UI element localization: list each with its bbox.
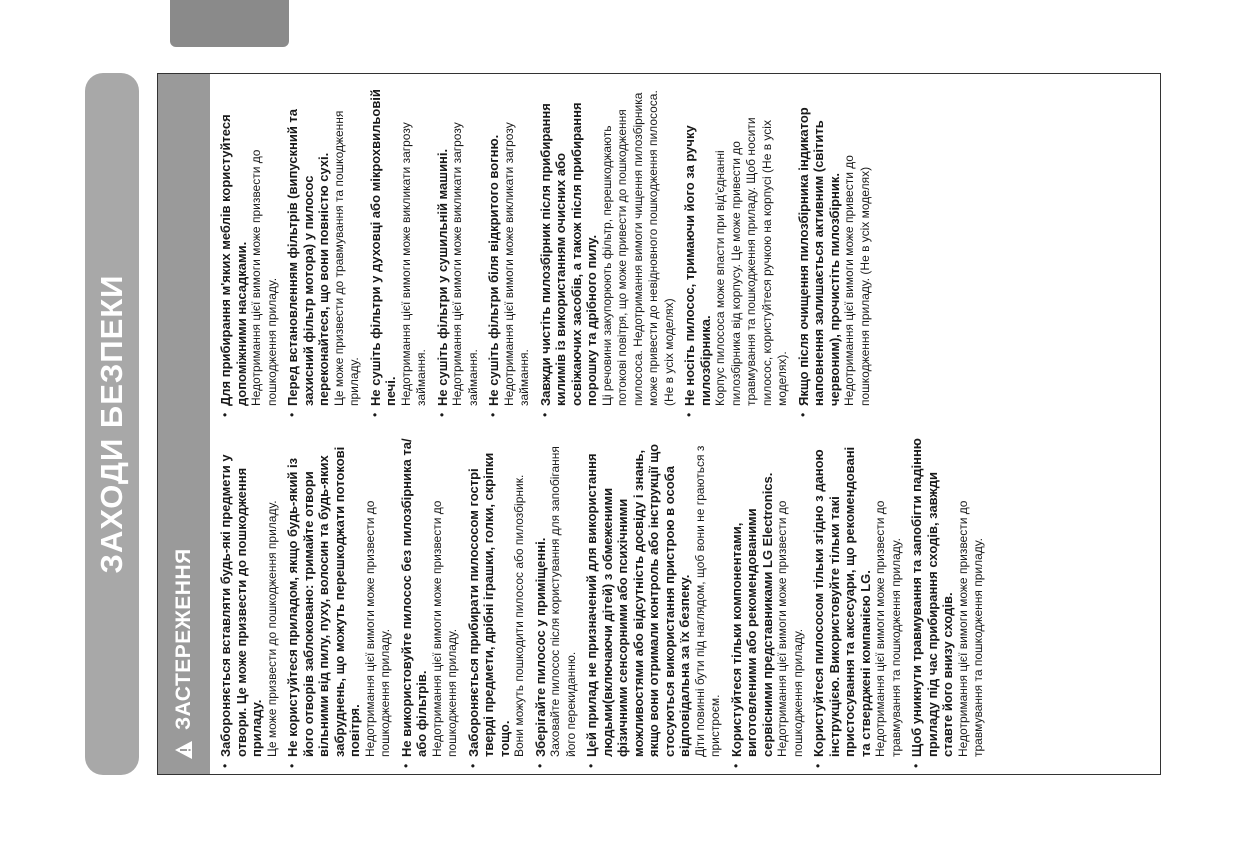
list-item: [285, 80, 363, 417]
item-text: Недотримання цієї вимоги може призвести до пошкодження приладу.: [362, 500, 392, 757]
item-text: Недотримання цієї вимоги може привести до пошкодження приладу. (Не в усіх моделях): [842, 155, 872, 406]
item-heading: • Не носіть пилосос, тримаючи його за ручку пилозбірника.: [682, 125, 713, 406]
item-heading: • Не сушіть фільтри біля відкритого вогню.: [486, 134, 501, 406]
item-heading: • Зберігайте пилосос у приміщенні.: [532, 537, 548, 757]
right-column: [218, 80, 878, 417]
caution-columns: [218, 80, 1154, 768]
item-text: Це може призвести до травмування та пошкодження приладу.: [331, 110, 361, 406]
item-text: Недотримання цієї вимоги може призвести до травмування та пошкодження приладу.: [955, 500, 985, 757]
list-item: [218, 431, 280, 768]
item-heading: • Не користуйтеся приладом, якщо будь-який із його отворів заблоковано: тримайте отвори вільними від пилу, пуху, волосин та будь-яких забруднень, що можуть перешкоджати потокові повітря.: [285, 446, 362, 757]
list-item: [435, 80, 482, 417]
item-text: Недотримання цієї вимоги може призвести до пошкодження приладу.: [429, 500, 459, 757]
list-item: [796, 80, 874, 417]
item-text: Вони можуть пошкодити пилосос або пилозбірник.: [512, 474, 526, 757]
list-item: [218, 80, 280, 417]
list-item: [466, 431, 528, 768]
caution-banner: [158, 74, 210, 775]
list-item: [729, 431, 807, 768]
item-heading: • Користуйтеся тільки компонентами, виготовленими або рекомендованими сервісними представниками LG Electronics.: [728, 472, 775, 757]
list-item: [811, 431, 904, 768]
item-text: Ці речовини закупорюють фільтр, перешкоджають потокові повітря, що може привести до пошкодження пилососа. Недотримання вимоги чищення пилозбірника може привести до невідновного пошкодження пилососа.(Не в усіх моделях): [599, 90, 676, 406]
list-item: [909, 431, 987, 768]
caution-panel: [157, 73, 1161, 775]
item-text: Недотримання цієї вимоги може викликати загрозу займання.: [450, 122, 480, 406]
item-heading: • Перед встановленням фільтрів (випускний та захисний фільтр мотора) у пилосос переконайтеся, що вони повністю сухі.: [285, 108, 331, 406]
item-heading: • Щоб уникнути травмування та запобігти падінню приладу під час прибирання сходів, завжди ставте його внизу сходів.: [909, 438, 955, 757]
item-text: Недотримання цієї вимоги може призвести до пошкодження приладу.: [775, 500, 805, 757]
caution-title: ЗАСТЕРЕЖЕННЯ: [172, 548, 195, 730]
list-item: [682, 80, 791, 417]
list-item: [368, 80, 430, 417]
item-heading: • Якщо після очищення пилозбірника індикатор наповнення залишається активним (світить червоним), прочистіть пилозбірник.: [795, 107, 842, 406]
item-heading: • Забороняється прибирати пилососом гострі тверді предмети, дрібні іграшки, голки, скріпки тощо.: [465, 452, 512, 757]
list-item: [486, 80, 533, 417]
item-heading: • Не використовуйте пилосос без пилозбірника та/або фільтрів.: [398, 438, 429, 757]
warning-icon: [174, 740, 194, 760]
item-text: Це може призвести до пошкодження приладу.: [264, 500, 279, 757]
list-item: [538, 80, 678, 417]
item-text: Корпус пилососа може впасти при від'єднанні пилозбірника від корпусу. Це може привести до травмування та пошкодження приладу. Щоб носити пилосос, користуйтеся ручкою на корпусі (Не в усіх моделях).: [713, 117, 789, 406]
item-heading: • Не сушіть фільтри у духовці або мікрохвильовій печі.: [367, 89, 398, 406]
item-heading: • Не сушіть фільтри у сушильній машині.: [434, 148, 450, 406]
item-text: Недотримання цієї вимоги може викликати загрозу займання.: [398, 122, 428, 406]
list-item: [533, 431, 580, 768]
item-heading: • Цей прилад не призначений для використання людьми(включаючи дітей) з обмеженими фізичними сенсорними або психічними можливостями або відсутність досвіду і знань, якщо вони отримали контроль або інструкції що стосуються використання пристрою в особа відповідальна за їх безпеку.: [584, 443, 692, 757]
left-column: [218, 431, 992, 768]
item-text: Недотримання цієї вимоги може призвести до пошкодження приладу.: [249, 149, 279, 406]
item-heading: • Для прибирання м'яких меблів користуйтеся допоміжними насадками.: [218, 114, 249, 406]
section-side-bar: [85, 73, 139, 775]
item-text: Діти повинні бути під наглядом, щоб вони не граються з пристроєм.: [692, 445, 722, 757]
item-text: Недотримання цієї вимоги може викликати загрозу займання.: [501, 122, 531, 406]
item-heading: • Завжди чистіть пилозбірник після прибирання килимів із використанням очисних або освіжаючих засобів, а також після прибирання порошку та дрібного пилу.: [537, 102, 599, 406]
item-text: Заховайте пилосос після користування для запобігання його перекиданню.: [548, 446, 578, 757]
section-title: ЗАХОДИ БЕЗПЕКИ: [94, 274, 129, 574]
item-heading: • Користуйтеся пилососом тільки згідно з даною інструкцією. Використовуйте тільки такі пристосування та аксесуари, що рекомендовані та стверджені компанією LG.: [811, 446, 873, 757]
item-heading: • Забороняється вставляти будь-які предмети у отвори. Це може призвести до пошкодження приладу.: [218, 454, 264, 757]
list-item: [399, 431, 461, 768]
page-tab: [170, 0, 289, 47]
list-item: [285, 431, 394, 768]
list-item: [584, 431, 724, 768]
item-text: Недотримання цієї вимоги може призвести до травмування та пошкодження приладу.: [873, 500, 903, 757]
